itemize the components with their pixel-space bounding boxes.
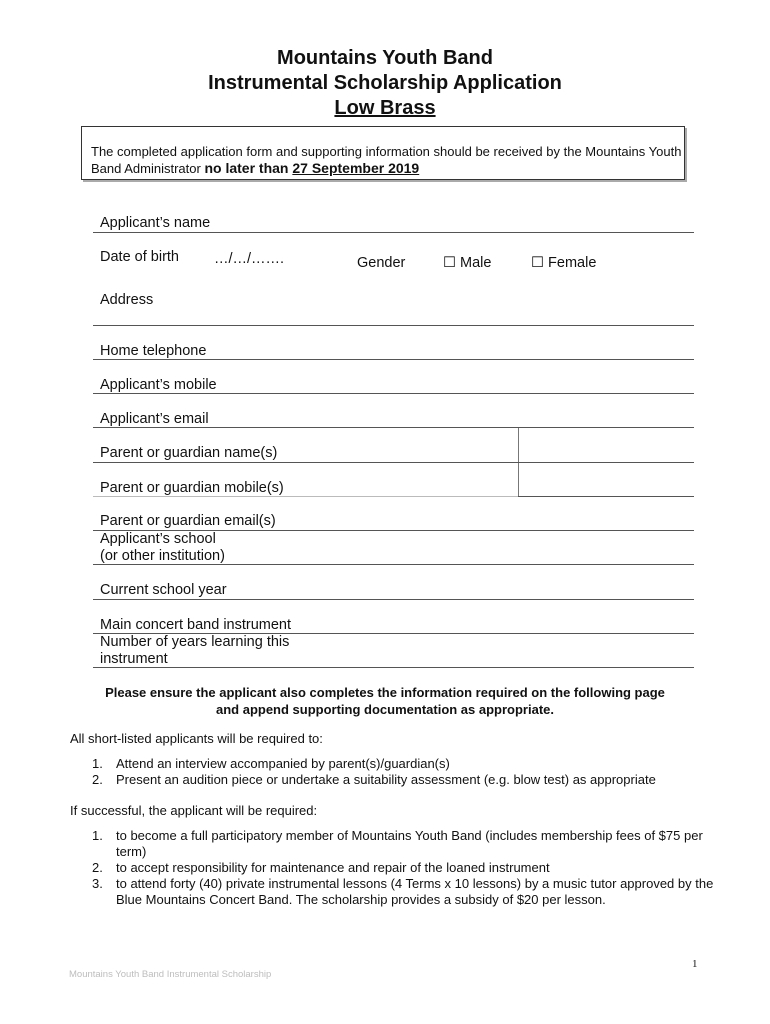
home-telephone-field[interactable] [93,359,694,360]
list-item: 2. Present an audition piece or undertake a suitability assessment (e.g. blow test) as appropriate [92,772,656,787]
parent-mobile-field-right[interactable] [518,496,694,497]
parent-email-label: Parent or guardian email(s) [100,513,276,529]
years-learning-sub-label: instrument [100,651,168,667]
applicant-email-field[interactable] [93,427,694,428]
notice-deadline: 27 September 2019 [292,160,420,176]
ensure-note [60,684,710,718]
applicant-email-label: Applicant’s email [100,411,209,427]
list-item: 3. to attend forty (40) private instrumental lessons (4 Terms x 10 lessons) by a music tutor approved by the Blue Mountains Concert Band. The scholarship provides a subsidy of $20 per lesson. [92,876,714,907]
years-learning-field[interactable] [93,667,694,668]
parent-name-field[interactable] [93,462,694,463]
title-line-2: Instrumental Scholarship Application [208,72,562,94]
footer-text: Mountains Youth Band Instrumental Scholarship [69,969,272,980]
notice-box [81,126,685,180]
parent-mobile-label: Parent or guardian mobile(s) [100,480,284,496]
home-telephone-label: Home telephone [100,343,207,359]
notice-text: The completed application form and supporting information should be received by the Mountains Youth Band Administrator [91,144,682,176]
instrument-label: Main concert band instrument [100,617,292,633]
notice-emphasis: no later than [204,160,293,176]
shortlist-list [70,756,730,788]
ensure-line-1: Please ensure the applicant also completes the information required on the following page [105,685,665,700]
title-line-1: Mountains Youth Band [277,47,493,69]
address-field[interactable] [93,325,694,326]
school-sub-label: (or other institution) [100,548,225,564]
success-list [70,828,715,908]
gender-label: Gender [357,255,406,271]
list-item: 2. to accept responsibility for maintenance and repair of the loaned instrument [92,860,550,875]
years-learning-label: Number of years learning this [100,634,290,650]
parent-mobile-field[interactable] [93,496,518,497]
applicant-name-label: Applicant’s name [100,215,211,231]
applicant-mobile-label: Applicant’s mobile [100,377,217,393]
school-year-label: Current school year [100,582,227,598]
shortlist-intro: All short-listed applicants will be required to: [70,731,323,746]
list-item: 1. to become a full participatory member of Mountains Youth Band (includes membership fees of $75 per term) [92,828,703,859]
gender-male-checkbox[interactable]: ☐ Male [443,255,492,271]
ensure-line-2: and append supporting documentation as appropriate. [215,702,555,717]
applicant-name-field[interactable] [93,232,694,233]
school-label: Applicant’s school [100,531,216,547]
parent-name-label: Parent or guardian name(s) [100,445,278,461]
address-label: Address [100,292,154,308]
dob-label: Date of birth [100,249,179,265]
school-year-field[interactable] [93,599,694,600]
gender-female-checkbox[interactable]: ☐ Female [531,255,597,271]
list-item: 1. Attend an interview accompanied by parent(s)/guardian(s) [92,756,450,771]
school-field[interactable] [93,564,694,565]
dob-field[interactable]: …/…/……. [214,251,285,267]
success-intro: If successful, the applicant will be required: [70,803,318,818]
title-line-3: Low Brass [334,97,436,119]
applicant-mobile-field[interactable] [93,393,694,394]
page-number: 1 [692,958,698,970]
